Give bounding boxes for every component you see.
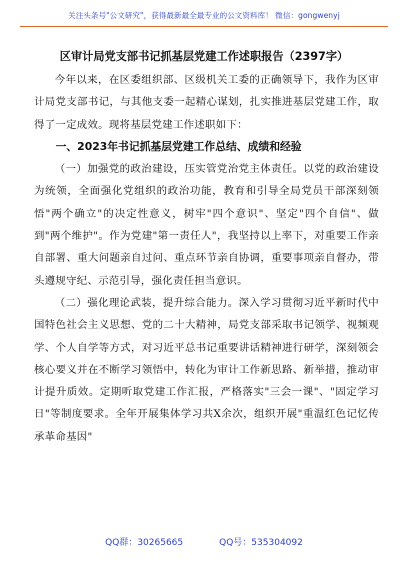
footer-qq-number: QQ号：535304092 bbox=[219, 538, 303, 548]
header-divider bbox=[20, 26, 388, 27]
footer-contact bbox=[0, 535, 408, 548]
intro-paragraph: 今年以来，在区委组织部、区级机关工委的正确领导下，我作为区审计局党支部书记，与其他支委一起精心谋划，扎实推进基层党建工作，取得了一定成效。现将基层党建工作述职如下： bbox=[34, 74, 379, 131]
document-title: 区审计局党支部书记抓基层党建工作述职报告（2397字） bbox=[59, 50, 349, 63]
header-banner: 关注头条号"公文研究"，获得最新最全最专业的公文资料库！ 微信：gongwenyj bbox=[68, 11, 340, 20]
body-paragraph-political-building: （一）加强党的政治建设，压实管党治党主体责任。以党的政治建设为统领，全面强化党组织的政治功能，教育和引导全局党员干部深刻领悟"两个确立"的决定性意义，树牢"四个意识"、坚定"四个自信"、做到"两个维护"。作为党建"第一责任人"，我坚持以上率下，对重要工作亲自部署、重大问题亲自过问、重点环节亲自协调，重要事项亲自督办，带头遵规守纪、示范引导，强化责任担当意识。 bbox=[34, 163, 379, 287]
section-heading: 一、2023年书记抓基层党建工作总结、成绩和经验 bbox=[55, 139, 302, 153]
body-paragraph-theory-study: （二）强化理论武装，提升综合能力。深入学习贯彻习近平新时代中国特色社会主义思想、党的二十大精神，局党支部采取书记领学、视频观学、个人自学等方式，对习近平总书记重要讲话精神进行研学，深刻领会核心要义并在不断学习领悟中，转化为审计工作新思路、新举措，推动审计提升质效。定期听取党建工作汇报，严格落实"三会一课"、"固定学习日"等制度要求。全年开展集体学习共X余次，组织开展"重温红色记忆传承革命基因" bbox=[34, 296, 379, 443]
document-body bbox=[34, 69, 379, 448]
footer-qq-group: QQ群：30265665 bbox=[105, 538, 184, 548]
